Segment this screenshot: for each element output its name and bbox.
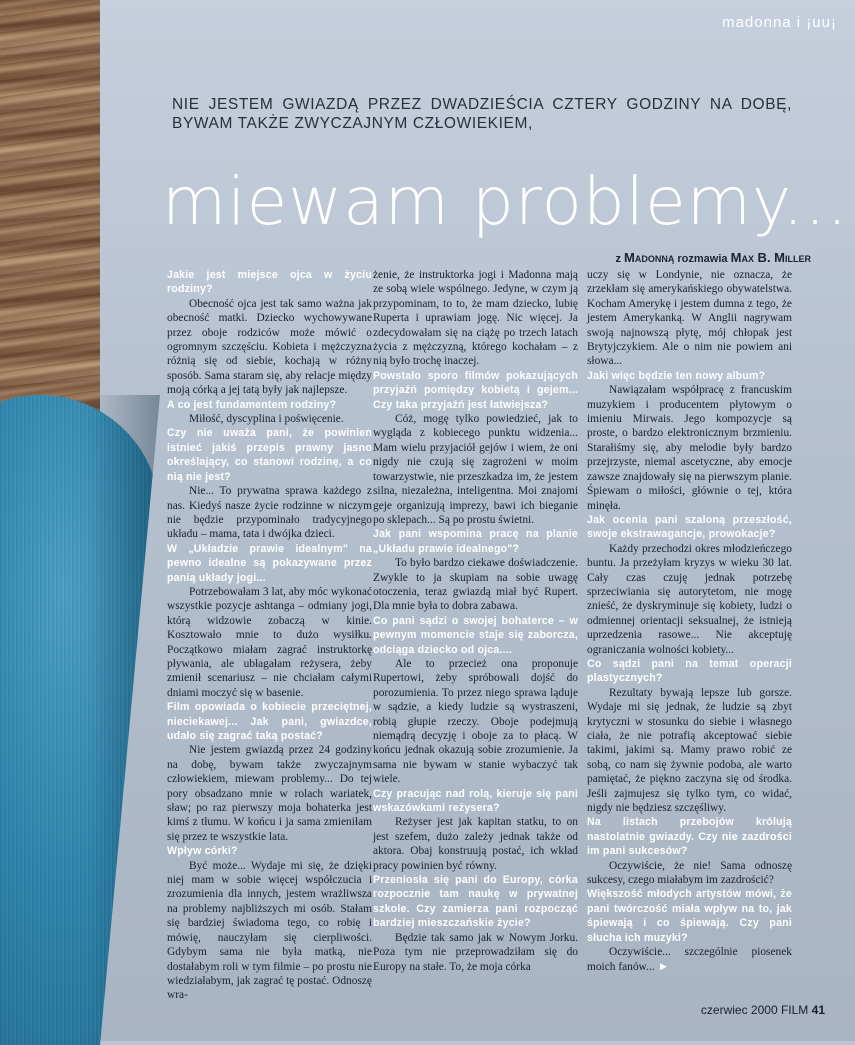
interview-answer-continued: żenie, że instruktorka jogi i Madonna mają ze sobą wiele wspólnego. Jedyne, w czym ją przypominam, to to, że mam dziecko, lubię Ruperta i uprawiam jogę. Nic więcej. Ja zdecydowałam się na ciążę po trzech latach życia z mężczyzną, którego kochałam – z nią było trochę inaczej. [373,269,578,368]
lead-quote: NIE JESTEM GWIAZDĄ PRZEZ DWADZIEŚCIA CZTERY GODZINY NA DOBĘ, BYWAM TAKŻE ZWYCZAJNYM CZŁOWIEKIEM, [172,96,792,132]
interview-answer: Miłość, dyscyplina i poświęcenie. [189,413,344,426]
interview-answer: Ale to przecież ona proponuje Rupertowi, żeby spróbowali dojść do porozumienia. To przez niego sprawa ląduje w sądzie, a kiedy ludzie są wystraszeni, robią głupie rzeczy. Oboje podejmują niemądrą decyzję i oboje za to płacą. W końcu jednak okazują sobie zrozumienie. Ja sama nie bywam w stanie wybaczyć tak wiele. [373,657,578,786]
interview-question: Większość młodych artystów mówi, że pani twórczość miała wpływ na to, jak śpiewają i co śpiewają. Czy pani słucha ich muzyki? [587,888,792,944]
interview-answer: Rezultaty bywają lepsze lub gorsze. Wydaje mi się jednak, że ludzie są zbyt krytyczni w stosunku do siebie i własnego ciała, że nie potrafią akceptować siebie takimi, jakimi są. Mamy prawo robić ze sobą, co nam się żywnie podoba, ale warto pamiętać, że piękno zaczyna się od środka. Jeśli zajmujesz się tylko tym, co widać, nigdy nie będziesz szczęśliwy. [587,686,792,815]
interview-question: Czy nie uważa pani, że powinien istnieć jakiś przepis prawny jasno określający, co stanowi rodzinę, a co nią nie jest? [167,427,372,483]
interview-question: Powstało sporo filmów pokazujących przyjaźń pomiędzy kobietą i gejem... Czy taka przyjaźń jest łatwiejsza? [373,369,578,411]
interview-question: Przeniosła się pani do Europy, córka rozpocznie tam naukę w prywatnej szkole. Czy zamierza pani rozpocząć bardziej mieszczańskie życie? [373,874,578,930]
blue-sweater-photo [0,395,160,1045]
interview-answer: To było bardzo ciekawe doświadczenie. Zwykle to ja skupiam na sobie uwagę otoczenia, teraz gwiazdą miał być Rupert. Dla mnie była to dobra zabawa. [373,557,578,613]
article-column-1 [167,268,372,1003]
interview-answer: Będzie tak samo jak w Nowym Jorku. Poza tym nie przeprowadziłam się do Europy na stałe. To, że moja córka [373,931,578,973]
interview-question: Jak ocenia pani szaloną przeszłość, swoje ekstrawagancje, prowokacje? [587,513,792,541]
interview-answer: Nie jestem gwiazdą przez 24 godziny na dobę, bywam także zwyczajnym człowiekiem, miewam problemy... Do tej pory obsadzano mnie w rolach wariatek, sław; po raz pierwszy moja bohaterka jest kimś z tłumu. W końcu i ja sama zmieniłam się przez te wszystkie lata. [167,744,372,843]
interview-question: W „Układzie prawie idealnym" na pewno idealne są pokazywane przez panią układy jogi... [167,542,372,584]
interview-answer: Każdy przechodzi okres młodzieńczego buntu. Ja przeżyłam kryzys w wieku 30 lat. Cały czas czuję jednak potrzebę sprzeciwiania się autorytetom, nie mogę znieść, że dyskryminuje się kobiety, ludzi o odmiennej orientacji seksualnej, że istnieją uprzedzenia rasowe... Nie akceptuję ograniczania wolności kobiety... [587,542,792,656]
section-tag: madonna i ¡uu¡ [722,14,837,31]
page-footer [701,1003,825,1017]
interview-question: Co sądzi pani na temat operacji plastycznych? [587,657,792,685]
byline-prefix: z [615,253,621,265]
interview-answer [587,945,792,974]
headline: miewam problemy... [162,163,849,240]
interview-answer: Cóż, mogę tylko powiedzieć, jak to wygląda z kobiecego punktu widzenia... Mam wielu przyjaciół gejów i wiem, że oni nigdy nie czują się zagrożeni w moim towarzystwie, nie przeszkadza im, że jestem silna, niezależna, inteligentna. Moi znajomi geje organizują imprezy, bawi ich bieganie po sklepach... Są po prostu świetni. [373,413,578,526]
page-number: 41 [811,1003,825,1017]
interview-question: Jaki więc będzie ten nowy album? [587,369,766,382]
end-of-article-mark: ► [654,960,670,973]
article-column-3 [587,268,792,974]
interview-question: Wpływ córki? [167,845,238,858]
byline-mid: rozmawia [677,253,728,265]
interview-question: Na listach przebojów królują nastolatnie gwiazdy. Czy nie zazdrości im pani sukcesów? [587,816,792,858]
interview-question: Czy pracując nad rolą, kieruje się pani wskazówkami reżysera? [373,787,578,815]
interview-answer: Być może... Wydaje mi się, że dzięki niej mam w sobie więcej współczucia i zrozumienia dla innych, jestem wrażliwsza na problemy najbliższych mi osób. Stałam się bardziej świadoma tego, co robię i mówię, nauczyłam się cierpliwości. Gdybym sama nie była matką, nie dostałabym roli w tym filmie – po prostu nie wiedziałabym, jak zagrać tę postać. Odnoszę wra- [167,859,372,1002]
interview-question: A co jest fundamentem rodziny? [167,398,337,411]
interview-question: Jak pani wspomina pracę na planie „Układu prawie idealnego"? [373,528,578,555]
interview-question: Co pani sądzi o swojej bohaterce – w pewnym momencie staje się zaborcza, odciąga dziecko od ojca.... [373,614,578,656]
interview-answer: Nawiązałam współpracę z francuskim muzykiem i producentem płytowym o imieniu Mirwais. Jego kompozycje są proste, o bardzo elektronicznym brzmieniu. Starałiśmy się, aby melodie były bardzo przejrzyste, niemal ascetyczne, aby emocje zawsze znajdowały się na pierwszym planie. Śpiewam o miłości, głównie o tej, która minęła. [587,384,792,512]
byline-subject: Madonną [624,250,675,265]
footer-issue: czerwiec 2000 FILM [700,1003,809,1017]
interview-answer: Obecność ojca jest tak samo ważna jak obecność matki. Dziecko wychowywane przez oboje rodziców może mówić o ogromnym szczęściu. Kobieta i mężczyzna różnią się od siebie, kochają w różny sposób. Sama staram się, aby relacje między moją córką a jej tatą były jak najlepsze. [167,297,372,397]
interview-answer-continued: uczy się w Londynie, nie oznacza, że zrzekłam się amerykańskiego obywatelstwa. Kocham Amerykę i jestem dumna z tego, że jestem Amerykanką. W Anglii nagrywam swoją najnowszą płytę, mój chłopak jest Brytyjczykiem. Ale o nim nie powiem ani słowa... [587,269,792,368]
article-column-2 [373,268,578,974]
interview-question: Film opowiada o kobiecie przeciętnej, nieciekawej... Jak pani, gwiazdce, udało się zagrać taką postać? [167,701,372,742]
interview-answer: Nie... To prywatna sprawa każdego z nas. Kiedyś nasze życie rodzinne w niczym nie będzie przypominało tradycyjnego układu – mama, tata i dwójka dzieci. [167,485,372,541]
interview-question: Jakie jest miejsce ojca w życiu rodziny? [167,269,372,296]
interview-answer: Oczywiście, że nie! Sama odnoszę sukcesy, czego miałabym im zazdrościć? [587,859,792,887]
interview-answer: Potrzebowałam 3 lat, aby móc wykonać wszystkie pozycje ashtanga – odmiany jogi, którą widzowie zobaczą w kinie. Kosztowało mnie to dużo wysiłku. Początkowo miałam zagrać instruktorkę pływania, ale ubłagałam reżysera, żeby zmienił scenariusz – nie chciałam całymi dniami moczyć się w basenie. [167,585,372,699]
last-answer-text: Oczywiście... szczególnie piosenek moich fanów... [587,946,792,973]
byline [615,250,811,265]
byline-author: Max B. Miller [730,250,811,265]
interview-answer: Reżyser jest jak kapitan statku, to on jest szefem, dużo zależy jednak także od aktora. Obaj konstruują postać, ich wkład pracy powinien być równy. [373,816,578,872]
